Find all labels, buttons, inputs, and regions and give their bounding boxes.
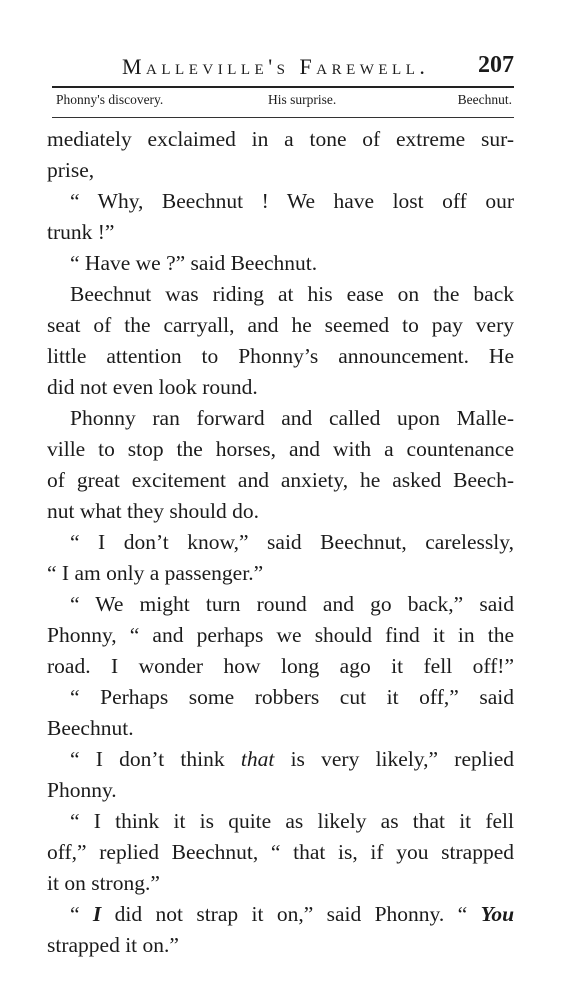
text-line: “ I don’t know,” said Beechnut, carelessly,: [70, 530, 514, 554]
italic-emphasis: I: [92, 902, 102, 926]
text-line: it on strong.”: [47, 871, 160, 895]
text-line: did not even look round.: [47, 375, 258, 399]
text-line: “ I am only a passenger.”: [47, 561, 264, 585]
headnote-rule: [52, 117, 514, 118]
text-segment: “ I don’t think: [70, 747, 225, 771]
italic-emphasis: that: [240, 747, 275, 771]
text-line: “ Why, Beechnut ! We have lost off our: [70, 189, 514, 213]
text-line: “ I think it is quite as likely as that it fell: [70, 809, 514, 833]
italic-emphasis: You: [480, 902, 514, 926]
body-text: [47, 124, 514, 961]
page-number: 207: [478, 52, 514, 78]
text-line: Beechnut was riding at his ease on the back: [70, 282, 514, 306]
text-line: Phonny.: [47, 778, 117, 802]
text-segment: is very likely,” replied: [290, 747, 514, 771]
text-line: [47, 744, 514, 775]
text-line: “ We might turn round and go back,” said: [70, 592, 514, 616]
text-line: “ Have we ?” said Beechnut.: [70, 251, 318, 275]
text-line: trunk !”: [47, 220, 115, 244]
header-rule: [52, 86, 514, 88]
text-line: ville to stop the horses, and with a countenance: [47, 437, 514, 461]
text-line: strapped it on.”: [47, 933, 179, 957]
text-line: [47, 899, 514, 930]
text-line: seat of the carryall, and he seemed to pay very: [47, 313, 514, 337]
headnote-left: Phonny's discovery.: [56, 92, 164, 107]
text-line: Beechnut.: [47, 716, 134, 740]
text-segment: did not strap it on,” said Phonny. “: [114, 902, 468, 926]
running-title: Malleville's Farewell.: [122, 54, 430, 79]
headnote-right: Beechnut.: [457, 92, 512, 107]
text-line: nut what they should do.: [47, 499, 259, 523]
running-head: [50, 50, 514, 84]
headnotes: [56, 92, 512, 110]
text-line: little attention to Phonny’s announcement. He: [47, 344, 514, 368]
text-line: Phonny, “ and perhaps we should find it in the: [47, 623, 514, 647]
text-line: “ Perhaps some robbers cut it off,” said: [70, 685, 514, 709]
headnote-center: His surprise.: [268, 92, 337, 107]
text-segment: “: [70, 902, 80, 926]
text-line: of great excitement and anxiety, he asked Beech-: [47, 468, 514, 492]
text-line: mediately exclaimed in a tone of extreme sur-: [47, 127, 514, 151]
text-line: road. I wonder how long ago it fell off!”: [47, 654, 514, 678]
text-line: Phonny ran forward and called upon Malle-: [70, 406, 514, 430]
text-line: prise,: [47, 158, 95, 182]
text-line: off,” replied Beechnut, “ that is, if you strapped: [47, 840, 514, 864]
